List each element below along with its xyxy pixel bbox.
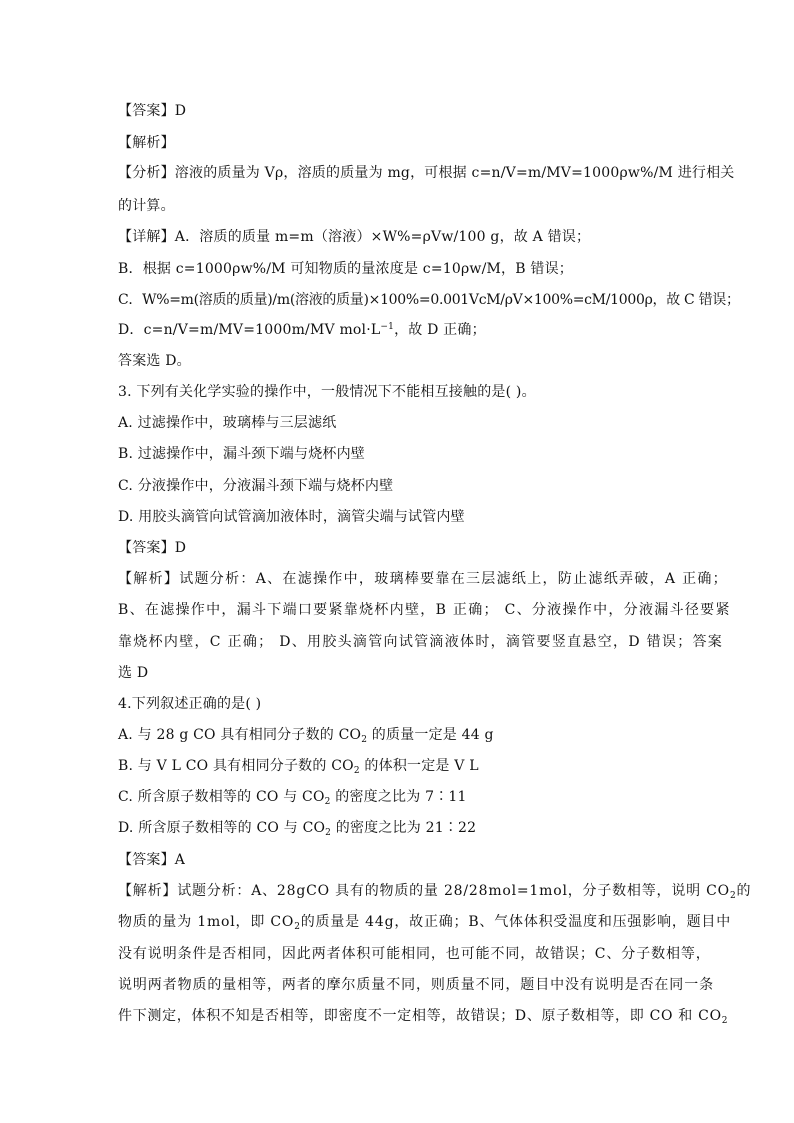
q3-option-d: D. 用胶头滴管向试管滴加液体时，滴管尖端与试管内壁 — [118, 509, 465, 525]
q3-option-c: C. 分液操作中，分液漏斗颈下端与烧杯内壁 — [118, 478, 394, 494]
q3-explanation-line3: 靠烧杯内壁，C 正确； D、用胶头滴管向试管滴液体时，滴管要竖直悬空，D 错误；答案 — [118, 634, 724, 650]
q3-option-b: B. 过滤操作中，漏斗颈下端与烧杯内壁 — [118, 446, 365, 462]
q3-answer: 【答案】D — [118, 540, 187, 556]
q2-detail-d-text: D．c=n/V=m/MV=1000m/MV mol·L — [118, 322, 381, 338]
q2-choose: 答案选 D。 — [118, 353, 191, 369]
q3-stem: 3. 下列有关化学实验的操作中，一般情况下不能相互接触的是( )。 — [118, 384, 536, 400]
q3-explanation-line4: 选 D — [118, 665, 149, 681]
q4-explanation-line2-subscript: 2 — [294, 922, 301, 932]
q4-explanation-line4: 说明两者物质的量相等，两者的摩尔质量不同，则质量不同，题目中没有说明是否在同一条 — [118, 977, 714, 993]
q4-option-c-subscript: 2 — [324, 797, 331, 807]
q4-option-c-tail: 的密度之比为 7∶11 — [330, 789, 467, 805]
q4-option-c — [118, 787, 467, 807]
q2-detail-d-tail: ，故 D 正确； — [394, 322, 486, 338]
q4-option-b — [118, 756, 479, 776]
q4-stem: 4.下列叙述正确的是( ) — [118, 696, 262, 712]
q3-option-a: A. 过滤操作中，玻璃棒与三层滤纸 — [118, 415, 337, 431]
q4-explanation-line3: 没有说明条件是否相同，因此两者体积可能相同，也可能不同，故错误；C、分子数相等， — [118, 946, 711, 962]
q2-analysis-line1: 【分析】溶液的质量为 Vρ，溶质的质量为 mg，可根据 c=n/V=m/MV=1000ρw%/M 进行相关 — [118, 165, 735, 181]
q4-option-a-text: A. 与 28 g CO 具有相同分子数的 CO — [118, 727, 362, 743]
q4-option-c-text: C. 所含原子数相等的 CO 与 CO — [118, 789, 325, 805]
q2-analysis-line2: 的计算。 — [118, 198, 175, 214]
q2-detail-b: B．根据 c=1000ρw%/M 可知物质的量浓度是 c=10ρw/M，B 错误； — [118, 261, 573, 277]
q4-option-d-tail: 的密度之比为 21∶22 — [331, 820, 477, 836]
q4-option-a-tail: 的质量一定是 44 g — [367, 727, 494, 743]
q4-option-a-subscript: 2 — [361, 735, 368, 745]
q4-answer: 【答案】A — [118, 852, 186, 868]
q2-answer: 【答案】D — [118, 103, 187, 119]
q3-explanation-line1: 【解析】试题分析：A、在滤操作中，玻璃棒要靠在三层滤纸上，防止滤纸弄破，A 正确； — [118, 571, 728, 587]
q4-explanation-line5 — [118, 1006, 728, 1026]
q4-explanation-line5-subscript: 2 — [721, 1016, 729, 1026]
q2-jiexi-heading: 【解析】 — [118, 135, 175, 151]
q4-option-d-subscript: 2 — [325, 828, 332, 838]
q4-explanation-line1-subscript: 2 — [729, 891, 737, 901]
q2-detail-c: C．W%=m(溶质的质量)/m(溶液的质量)×100%=0.001VcM/ρV×100%=cM/1000ρ，故 C 错误； — [118, 292, 740, 308]
q4-explanation-line2-tail: 的质量是 44g，故正确；B、气体体积受温度和压强影响，题目中 — [300, 914, 732, 930]
q4-explanation-line5-text: 件下测定，体积不知是否相等，即密度不一定相等，故错误；D、原子数相等，即 CO 和 CO — [118, 1008, 722, 1024]
q2-detail-d — [118, 320, 486, 340]
q4-option-d — [118, 818, 476, 838]
q4-option-b-text: B. 与 V L CO 具有相同分子数的 CO — [118, 758, 354, 774]
q2-detail-a: 【详解】A．溶质的质量 m=m（溶液）×W%=ρVw/100 g，故 A 错误； — [118, 229, 591, 245]
q4-option-d-text: D. 所含原子数相等的 CO 与 CO — [118, 820, 326, 836]
q4-explanation-line1-tail: 的 — [736, 883, 752, 899]
q4-explanation-line2 — [118, 912, 731, 932]
q4-option-a — [118, 725, 494, 745]
q2-detail-d-exponent: −1 — [380, 322, 395, 332]
q4-option-b-tail: 的体积一定是 V L — [359, 758, 479, 774]
q4-explanation-line1-text: 【解析】试题分析：A、28gCO 具有的物质的量 28/28mol=1mol，分子数相等，说明 CO — [118, 883, 730, 899]
q3-explanation-line2: B、在滤操作中，漏斗下端口要紧靠烧杯内壁，B 正确； C、分液操作中，分液漏斗径要紧 — [118, 602, 731, 618]
q4-explanation-line1 — [118, 881, 751, 901]
q4-option-b-subscript: 2 — [353, 766, 360, 776]
q4-explanation-line2-text: 物质的量为 1mol，即 CO — [118, 914, 295, 930]
